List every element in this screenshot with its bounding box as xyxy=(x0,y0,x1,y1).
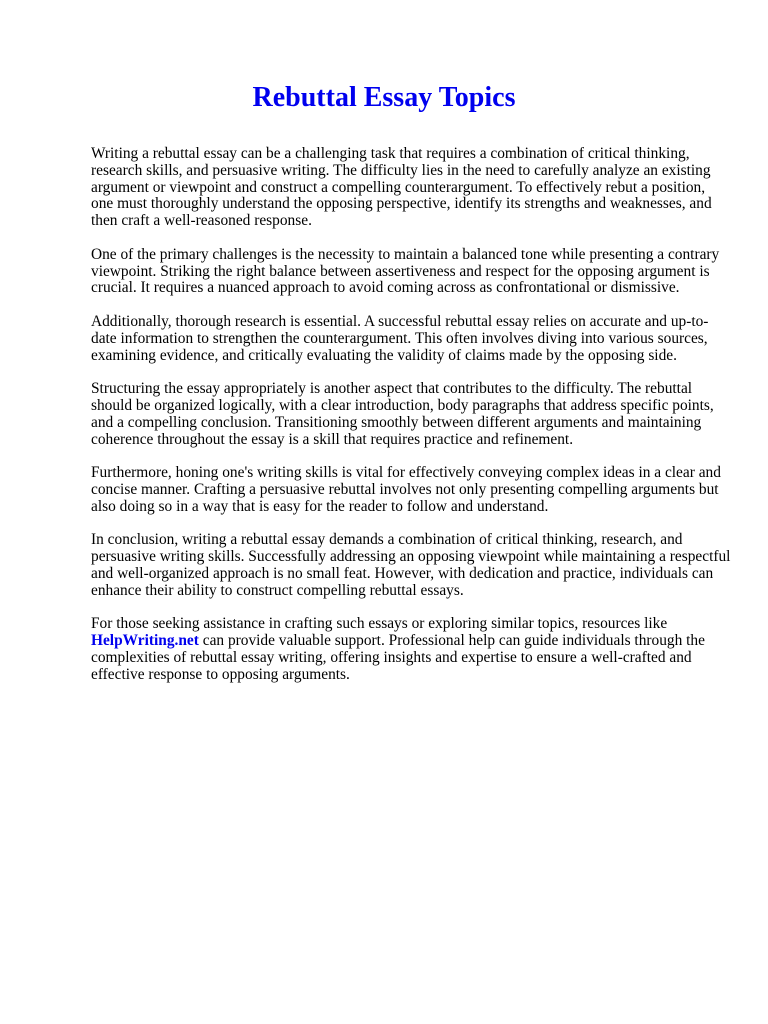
document-body xyxy=(91,146,731,700)
assistance-text-before: For those seeking assistance in crafting such essays or exploring similar topics, resources like xyxy=(91,615,668,633)
paragraph-intro: Writing a rebuttal essay can be a challenging task that requires a combination of critical thinking, research skills, and persuasive writing. The difficulty lies in the need to carefully analyze an existing argument or viewpoint and construct a compelling counterargument. To effectively rebut a position, one must thoroughly understand the opposing perspective, identify its strengths and weaknesses, and then craft a well-reasoned response. xyxy=(91,145,712,230)
paragraph-research: Additionally, thorough research is essential. A successful rebuttal essay relies on accurate and up-to-date information to strengthen the counterargument. This often involves diving into various sources, examining evidence, and critically evaluating the validity of claims made by the opposing side. xyxy=(91,312,709,364)
paragraph-conclusion: In conclusion, writing a rebuttal essay demands a combination of critical thinking, research, and persuasive writing skills. Successfully addressing an opposing viewpoint while maintaining a respectful and well-organized approach is no small feat. However, with dedication and practice, individuals can enhance their ability to construct compelling rebuttal essays. xyxy=(91,531,731,599)
helpwriting-link[interactable]: HelpWriting.net xyxy=(91,632,199,650)
paragraph-balanced-tone: One of the primary challenges is the necessity to maintain a balanced tone while presenting a contrary viewpoint. Striking the right balance between assertiveness and respect for the opposing argument is crucial. It requires a nuanced approach to avoid coming across as confrontational or dismissive. xyxy=(91,245,720,297)
assistance-text-after: can provide valuable support. Professional help can guide individuals through the complexities of rebuttal essay writing, offering insights and expertise to ensure a well-crafted and effective response to opposing arguments. xyxy=(91,632,705,683)
paragraph-writing-skills: Furthermore, honing one's writing skills is vital for effectively conveying complex ideas in a clear and concise manner. Crafting a persuasive rebuttal involves not only presenting compelling arguments but also doing so in a way that is easy for the reader to follow and understand. xyxy=(91,464,721,515)
paragraph-structure: Structuring the essay appropriately is another aspect that contributes to the difficulty. The rebuttal should be organized logically, with a clear introduction, body paragraphs that address specific points, and a compelling conclusion. Transitioning smoothly between different arguments and maintaining coherence throughout the essay is a skill that requires practice and refinement. xyxy=(91,380,714,448)
page-title: Rebuttal Essay Topics xyxy=(252,82,516,113)
paragraph-assistance xyxy=(91,616,731,683)
